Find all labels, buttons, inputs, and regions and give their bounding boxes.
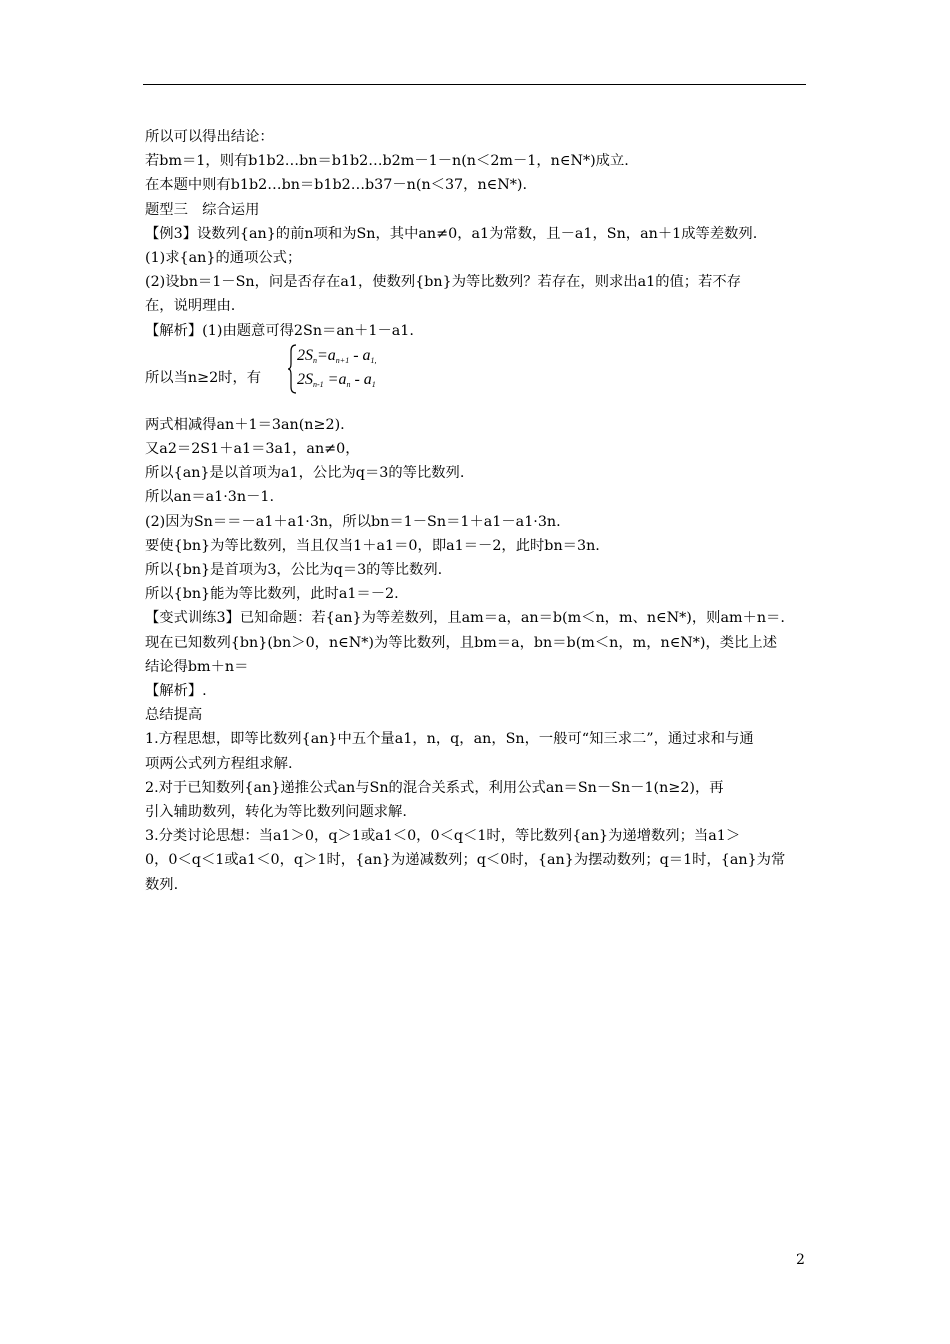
text-line: 项两公式列方程组求解. [145,755,293,772]
solution-line: 【解析】. [145,683,207,700]
example-heading: 【例3】设数列{an}的前n项和为Sn，其中an≠0，a1为常数，且－a1，Sn，an＋1成等差数列. [145,225,758,242]
summary-heading: 总结提高 [145,707,203,724]
text-line: 所以可以得出结论： [145,129,274,145]
text-line: 所以an＝a1·3n－1. [145,489,275,506]
text-line: 要使{bn}为等比数列，当且仅当1＋a1＝0，即a1＝－2，此时bn＝3n. [145,537,600,554]
text-line: 2.对于已知数列{an}递推公式an与Sn的混合关系式，利用公式an＝Sn－Sn－1(n≥2)，再 [145,779,724,796]
text-line: 0，0＜q＜1或a1＜0，q＞1时，{an}为递减数列；q＜0时，{an}为摆动数列；q＝1时，{an}为常 [145,852,786,869]
formula-lead-text: 所以当n≥2时，有 [145,369,262,386]
text-line: 3.分类讨论思想：当a1＞0，q＞1或a1＜0，0＜q＜1时，等比数列{an}为递增数列；当a1＞ [145,828,741,845]
solution-line: 【解析】(1)由题意可得2Sn＝an＋1－a1. [145,322,414,339]
text-line: 两式相减得an＋1＝3an(n≥2). [145,416,345,433]
text-line: 1.方程思想，即等比数列{an}中五个量a1，n，q，an，Sn，一般可“知三求二”，通过求和与通 [145,731,754,748]
text-line: (2)设bn＝1－Sn，问是否存在a1，使数列{bn}为等比数列？若存在，则求出a1的值；若不存 [145,274,741,291]
equation-system-block [145,345,810,393]
exercise-heading: 【变式训练3】已知命题：若{an}为等差数列，且am＝a，an＝b(m＜n，m、n∈N*)，则am＋n＝. [145,610,785,627]
equation-1: $2S_n=a_{n+1} - a_{1,}$ [297,346,377,365]
text-line: 所以{bn}能为等比数列，此时a1＝－2. [145,586,399,603]
page-number: 2 [796,1252,805,1268]
text-line: 在本题中则有b1b2…bn＝b1b2…b37－n(n＜37，n∈N*). [145,177,528,194]
text-line: (2)因为Sn＝＝－a1＋a1·3n，所以bn＝1－Sn＝1＋a1－a1·3n. [145,513,561,530]
equation-2: $2S_{n-1} =a_n - a_1$ [297,370,376,389]
text-line: (1)求{an}的通项公式； [145,250,302,267]
text-line: 在，说明理由. [145,298,236,315]
text-line: 数列. [145,876,179,893]
document-body [145,125,810,897]
section-heading: 题型三 综合运用 [145,201,260,218]
text-line: 结论得bm＋n＝ [145,658,249,675]
text-line: 引入辅助数列，转化为等比数列问题求解. [145,804,407,821]
text-line: 又a2＝2S1＋a1＝3a1，an≠0， [145,441,360,458]
text-line: 若bm＝1，则有b1b2…bn＝b1b2…b2m－1－n(n＜2m－1，n∈N*)成立. [145,153,629,170]
text-line: 所以{an}是以首项为a1，公比为q＝3的等比数列. [145,465,465,482]
equation-system [288,343,418,395]
text-line: 现在已知数列{bn}(bn＞0，n∈N*)为等比数列，且bm＝a，bn＝b(m＜n，m，n∈N*)，类比上述 [145,634,777,651]
text-line: 所以{bn}是首项为3，公比为q＝3的等比数列. [145,562,443,579]
header-rule [143,84,806,85]
